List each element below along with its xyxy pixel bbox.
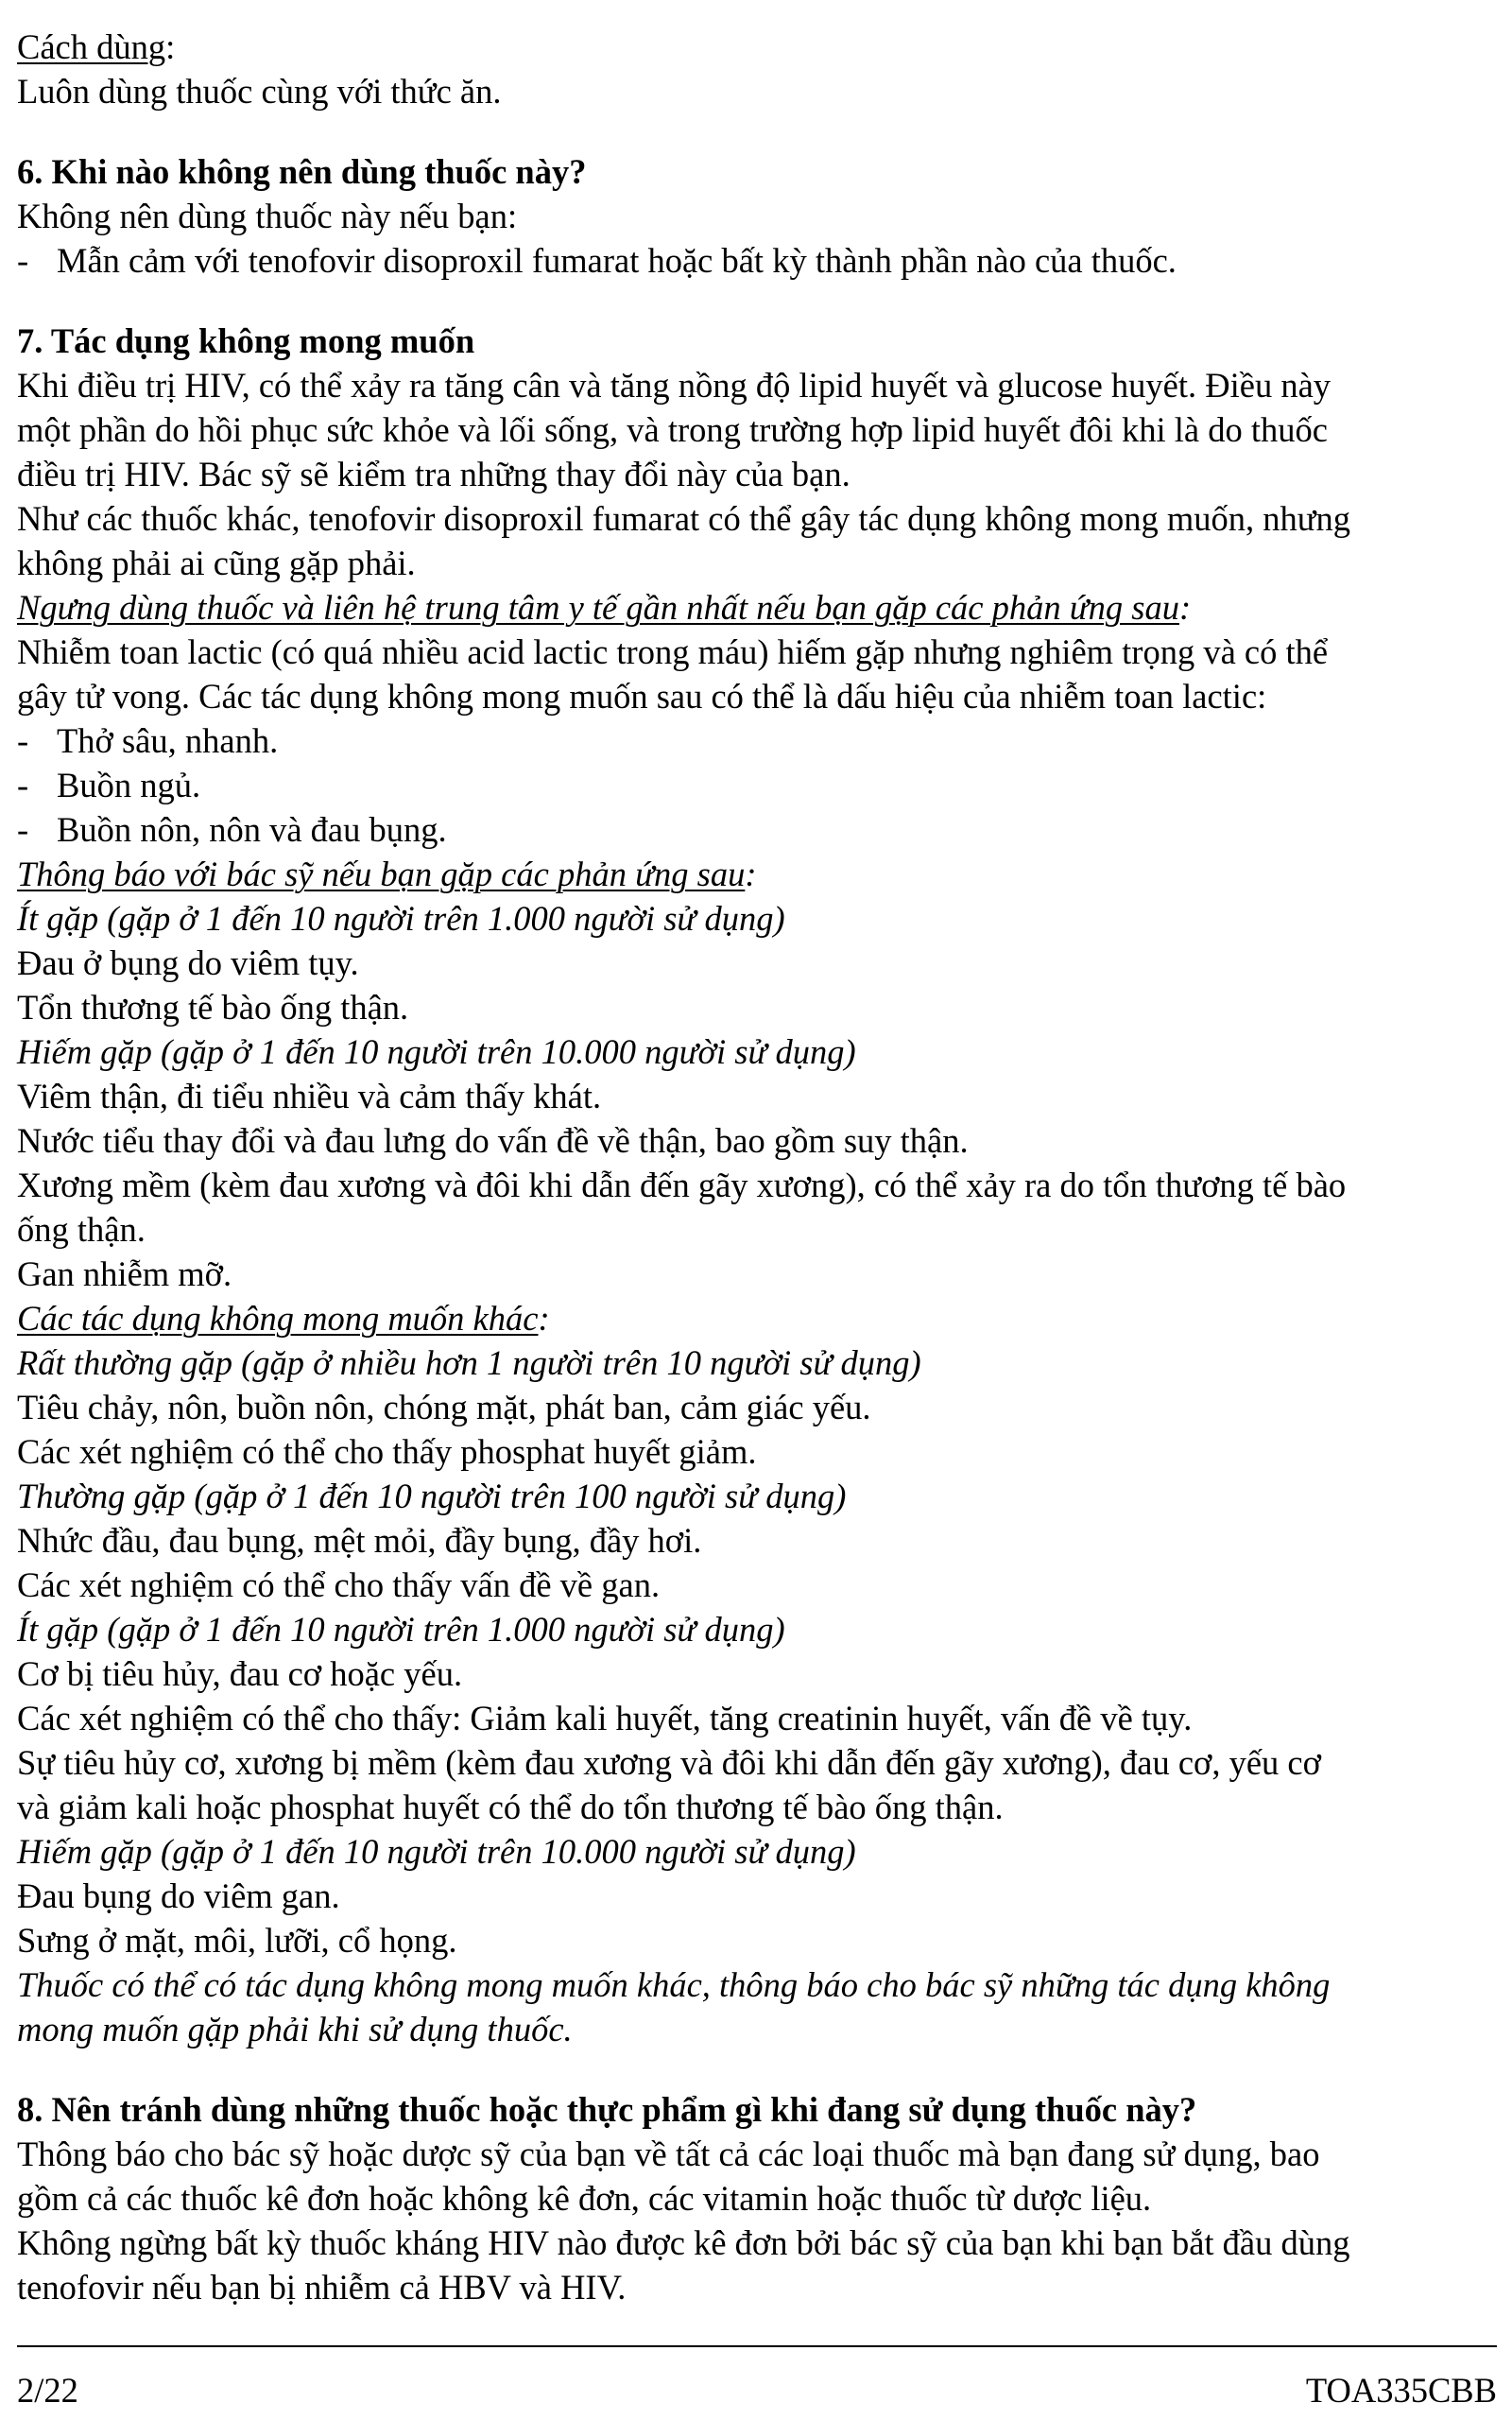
list-item: - Buồn nôn, nôn và đau bụng. xyxy=(17,807,1497,852)
list-item: - Mẫn cảm với tenofovir disoproxil fumarat hoặc bất kỳ thành phần nào của thuốc. xyxy=(17,238,1497,283)
page-footer xyxy=(17,2368,1497,2412)
list-item-text: Buồn nôn, nôn và đau bụng. xyxy=(57,810,447,849)
document-code: TOA335CBB xyxy=(1305,2371,1497,2410)
frequency-title: Thường gặp (gặp ở 1 đến 10 người trên 100 người sử dụng) xyxy=(17,1477,847,1515)
paragraph-line: Nước tiểu thay đổi và đau lưng do vấn đề về thận, bao gồm suy thận. xyxy=(17,1121,969,1160)
paragraph-line: Các xét nghiệm có thể cho thấy phosphat huyết giảm. xyxy=(17,1432,757,1471)
paragraph-line: một phần do hồi phục sức khỏe và lối sống, và trong trường hợp lipid huyết đôi khi là do thuốc xyxy=(17,410,1328,449)
paragraph-line: tenofovir nếu bạn bị nhiễm cả HBV và HIV. xyxy=(17,2268,627,2307)
page-content xyxy=(17,25,1497,2309)
closing-note-line: Thuốc có thể có tác dụng không mong muốn khác, thông báo cho bác sỹ những tác dụng không xyxy=(17,1965,1331,2004)
paragraph-line: Cơ bị tiêu hủy, đau cơ hoặc yếu. xyxy=(17,1654,463,1693)
other-heading-text: Các tác dụng không mong muốn khác xyxy=(17,1299,539,1338)
list-item-text: Buồn ngủ. xyxy=(57,766,201,804)
closing-note-line: mong muốn gặp phải khi sử dụng thuốc. xyxy=(17,2010,573,2048)
list-item-text: Thở sâu, nhanh. xyxy=(57,721,279,760)
notify-heading-colon: : xyxy=(745,855,757,893)
paragraph-line: Đau bụng do viêm gan. xyxy=(17,1876,340,1915)
section6-heading: 6. Khi nào không nên dùng thuốc này? xyxy=(17,152,587,191)
stop-heading xyxy=(17,585,1497,630)
stop-heading-text: Ngưng dùng thuốc và liên hệ trung tâm y tế gần nhất nếu bạn gặp các phản ứng sau xyxy=(17,588,1179,627)
paragraph-line: Nhiễm toan lactic (có quá nhiều acid lactic trong máu) hiếm gặp nhưng nghiêm trọng và có thể xyxy=(17,632,1329,671)
paragraph-line: Tổn thương tế bào ống thận. xyxy=(17,988,409,1027)
footer-divider xyxy=(17,2345,1497,2347)
paragraph-line: Các xét nghiệm có thể cho thấy: Giảm kali huyết, tăng creatinin huyết, vấn đề về tụy. xyxy=(17,1699,1193,1737)
paragraph-line: Tiêu chảy, nôn, buồn nôn, chóng mặt, phát ban, cảm giác yếu. xyxy=(17,1388,871,1426)
frequency-title: Rất thường gặp (gặp ở nhiều hơn 1 người trên 10 người sử dụng) xyxy=(17,1343,921,1382)
paragraph-line: Thông báo cho bác sỹ hoặc dược sỹ của bạn về tất cả các loại thuốc mà bạn đang sử dụng, bao xyxy=(17,2135,1320,2173)
section7-heading: 7. Tác dụng không mong muốn xyxy=(17,321,475,360)
notify-heading xyxy=(17,852,1497,896)
paragraph-line: Các xét nghiệm có thể cho thấy vấn đề về gan. xyxy=(17,1565,661,1604)
list-item: - Buồn ngủ. xyxy=(17,763,1497,807)
paragraph-line: Xương mềm (kèm đau xương và đôi khi dẫn đến gãy xương), có thể xảy ra do tổn thương tế bào xyxy=(17,1166,1347,1204)
paragraph-line: gây tử vong. Các tác dụng không mong muốn sau có thể là dấu hiệu của nhiễm toan lactic: xyxy=(17,677,1267,716)
stop-heading-colon: : xyxy=(1178,588,1192,627)
paragraph-line: không phải ai cũng gặp phải. xyxy=(17,544,416,582)
usage-label: Cách dùng xyxy=(17,27,166,66)
paragraph-line: Sự tiêu hủy cơ, xương bị mềm (kèm đau xương và đôi khi dẫn đến gãy xương), đau cơ, yếu cơ xyxy=(17,1743,1321,1782)
paragraph-line: Viêm thận, đi tiểu nhiều và cảm thấy khát. xyxy=(17,1077,602,1115)
usage-text: Luôn dùng thuốc cùng với thức ăn. xyxy=(17,72,502,111)
paragraph-line: Không ngừng bất kỳ thuốc kháng HIV nào được kê đơn bởi bác sỹ của bạn khi bạn bắt đầu dùng xyxy=(17,2223,1350,2262)
usage-heading xyxy=(17,25,1497,69)
frequency-title: Hiếm gặp (gặp ở 1 đến 10 người trên 10.000 người sử dụng) xyxy=(17,1032,856,1071)
frequency-title: Ít gặp (gặp ở 1 đến 10 người trên 1.000 người sử dụng) xyxy=(17,1610,785,1649)
paragraph-line: Khi điều trị HIV, có thể xảy ra tăng cân và tăng nồng độ lipid huyết và glucose huyết. Điều này xyxy=(17,366,1332,405)
usage-colon: : xyxy=(165,27,176,66)
list-item: - Thở sâu, nhanh. xyxy=(17,718,1497,763)
notify-heading-text: Thông báo với bác sỹ nếu bạn gặp các phản ứng sau xyxy=(17,855,746,893)
section8-heading: 8. Nên tránh dùng những thuốc hoặc thực phẩm gì khi đang sử dụng thuốc này? xyxy=(17,2090,1197,2129)
paragraph-line: và giảm kali hoặc phosphat huyết có thể do tổn thương tế bào ống thận. xyxy=(17,1788,1004,1826)
paragraph-line: Nhức đầu, đau bụng, mệt mỏi, đầy bụng, đầy hơi. xyxy=(17,1521,702,1560)
paragraph-line: Sưng ở mặt, môi, lưỡi, cổ họng. xyxy=(17,1921,457,1960)
page-number: 2/22 xyxy=(17,2371,78,2410)
paragraph-line: Như các thuốc khác, tenofovir disoproxil fumarat có thể gây tác dụng không mong muốn, nhưng xyxy=(17,499,1351,538)
paragraph-line: Gan nhiễm mỡ. xyxy=(17,1254,232,1293)
paragraph-line: gồm cả các thuốc kê đơn hoặc không kê đơn, các vitamin hoặc thuốc từ dược liệu. xyxy=(17,2179,1152,2218)
list-item-text: Mẫn cảm với tenofovir disoproxil fumarat hoặc bất kỳ thành phần nào của thuốc. xyxy=(57,241,1177,280)
other-heading-colon: : xyxy=(538,1299,550,1338)
frequency-title: Ít gặp (gặp ở 1 đến 10 người trên 1.000 người sử dụng) xyxy=(17,899,785,938)
other-heading xyxy=(17,1296,1497,1340)
paragraph-line: điều trị HIV. Bác sỹ sẽ kiểm tra những thay đổi này của bạn. xyxy=(17,455,850,493)
paragraph-line: Đau ở bụng do viêm tụy. xyxy=(17,943,359,982)
section6-intro: Không nên dùng thuốc này nếu bạn: xyxy=(17,197,518,235)
frequency-title: Hiếm gặp (gặp ở 1 đến 10 người trên 10.000 người sử dụng) xyxy=(17,1832,856,1871)
paragraph-line: ống thận. xyxy=(17,1210,146,1249)
